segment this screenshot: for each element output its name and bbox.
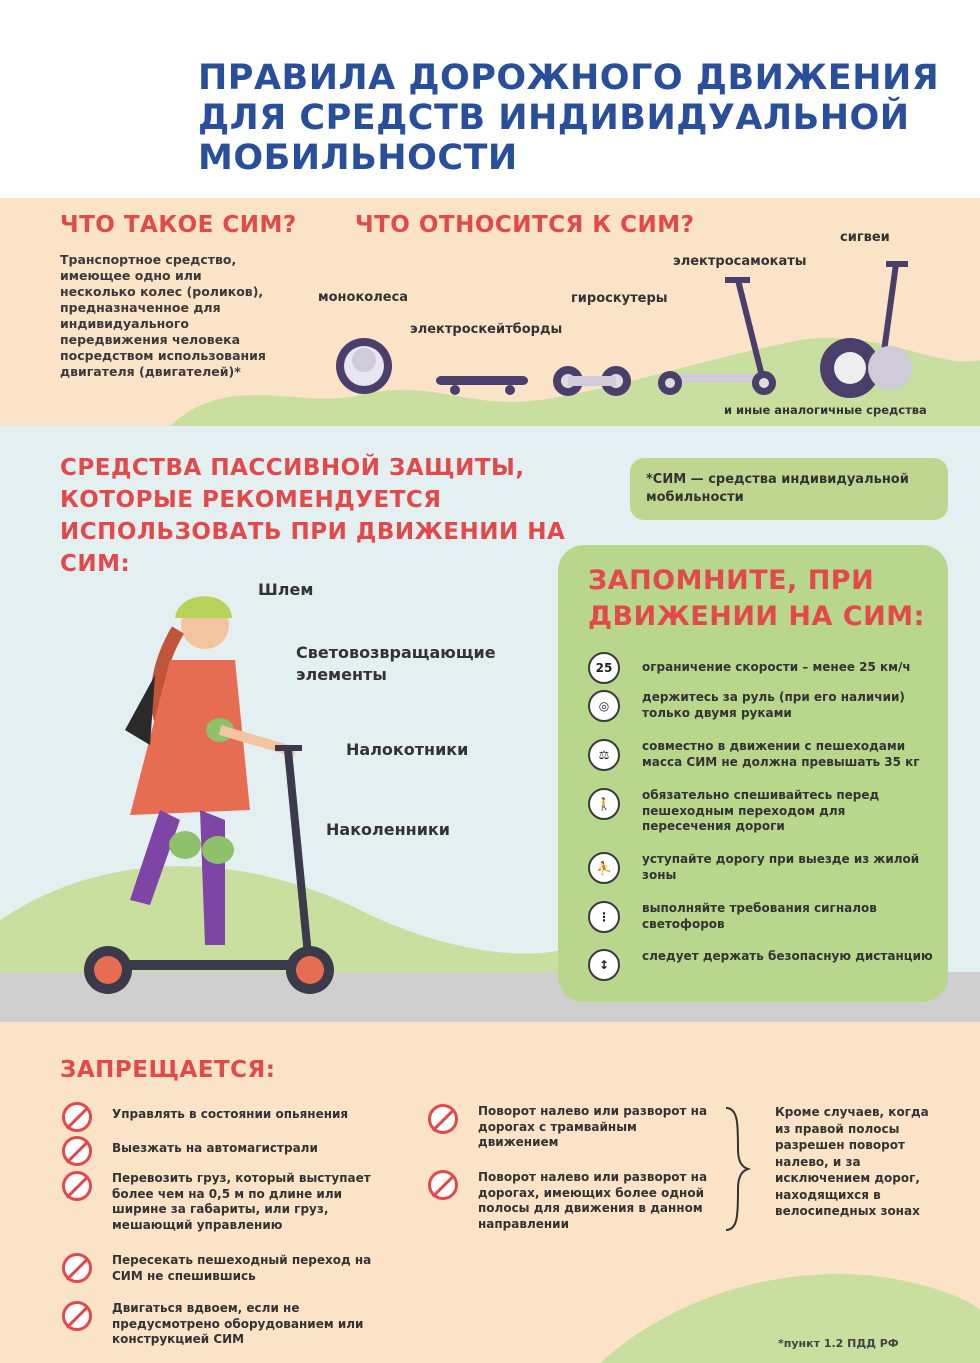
speed-limit-icon: 25 [588, 652, 620, 684]
knee-pads-label: Наколенники [326, 820, 450, 839]
escooter-label: электросамокаты [673, 254, 807, 269]
elbow-pads-label: Налокотники [346, 740, 469, 759]
residential-zone-icon: ⛹ [588, 852, 620, 884]
remember-rule: 25 ограничение скорости – менее 25 км/ч [588, 652, 933, 684]
remember-heading: ЗАПОМНИТЕ, ПРИ ДВИЖЕНИИ НА СИМ: [588, 565, 925, 632]
monowheel-label: моноколеса [318, 290, 409, 305]
segway-label: сигвеи [840, 230, 890, 245]
reference-text: *пункт 1.2 ПДД РФ [778, 1337, 899, 1350]
sim-footnote-text: *СИМ — средства индивидуальной мобильности [646, 472, 909, 505]
hoverboard-icon [553, 366, 631, 396]
no-cargo-icon [62, 1171, 92, 1201]
other-devices-label: и иные аналогичные средства [724, 403, 927, 417]
scooter-rider-illustration [70, 580, 350, 1000]
traffic-light-icon: ⋮ [588, 901, 620, 933]
eskateboard-icon [436, 376, 528, 395]
no-left-turn-tram-icon [428, 1104, 458, 1134]
remember-rule: ⚖ совместно в движении с пешеходами масса СИМ не должна превышать 35 кг [588, 739, 933, 771]
no-double-riding-icon [62, 1301, 92, 1331]
remember-rule: ◎ держитесь за руль (при его наличии) только двумя руками [588, 690, 933, 722]
prohibited-item: Пересекать пешеходный переход на СИМ не спешившись [62, 1253, 392, 1284]
helmet-label: Шлем [258, 580, 314, 599]
sim-devices-illustration [330, 228, 950, 403]
sim-footnote-box [630, 458, 948, 520]
remember-rule: ⋮ выполняйте требования сигналов светофоров [588, 901, 933, 933]
page-title: ПРАВИЛА ДОРОЖНОГО ДВИЖЕНИЯ ДЛЯ СРЕДСТВ ИНДИВИДУАЛЬНОЙ МОБИЛЬНОСТИ [198, 58, 940, 178]
hoverboard-label: гироскутеры [571, 291, 668, 306]
remember-rule: ↕ следует держать безопасную дистанцию [588, 949, 933, 981]
prohibited-item: Поворот налево или разворот на дорогах с трамвайным движением [428, 1104, 718, 1151]
segway-icon [820, 264, 912, 398]
brace-icon [722, 1104, 752, 1234]
exception-text: Кроме случаев, когда из правой полосы разрешен поворот налево, и за исключением дорог, находящихся в велосипедных зонах [775, 1105, 929, 1218]
protection-heading: СРЕДСТВА ПАССИВНОЙ ЗАЩИТЫ, КОТОРЫЕ РЕКОМЕНДУЕТСЯ ИСПОЛЬЗОВАТЬ ПРИ ДВИЖЕНИИ НА СИМ: [60, 455, 566, 577]
no-riding-crossing-icon [62, 1253, 92, 1283]
what-belongs-heading: ЧТО ОТНОСИТСЯ К СИМ? [355, 212, 695, 238]
what-is-sim-heading: ЧТО ТАКОЕ СИМ? [60, 212, 297, 238]
remember-rule: ⛹ уступайте дорогу при выезде из жилой зоны [588, 852, 933, 884]
no-left-turn-multilane-icon [428, 1170, 458, 1200]
monowheel-icon [336, 338, 392, 394]
pedestrian-crossing-icon: 🚶 [588, 788, 620, 820]
steering-wheel-icon: ◎ [588, 690, 620, 722]
prohibited-item: Управлять в состоянии опьянения [62, 1102, 392, 1132]
prohibited-item: Поворот налево или разворот на дорогах, имеющих более одной полосы для движения в данном направлении [428, 1170, 718, 1232]
prohibited-item: Двигаться вдвоем, если не предусмотрено оборудованием или конструкцией СИМ [62, 1301, 392, 1348]
prohibited-item: Перевозить груз, который выступает более чем на 0,5 м по длине или ширине за габариты, или груз, мешающий управлению [62, 1171, 392, 1233]
no-highway-icon [62, 1136, 92, 1166]
remember-rule: 🚶 обязательно спешивайтесь перед пешеходным переходом для пересечения дороги [588, 788, 933, 835]
prohibited-heading: ЗАПРЕЩАЕТСЯ: [60, 1057, 276, 1083]
no-drinking-icon [62, 1102, 92, 1132]
eskateboard-label: электроскейтборды [410, 322, 563, 337]
sim-definition-text: Транспортное средство, имеющее одно или несколько колес (роликов), предназначенное для индивидуального передвижения человека посредством использования двигателя (двигателей)* [60, 252, 266, 379]
prohibited-item: Выезжать на автомагистрали [62, 1136, 392, 1166]
escooter-icon [658, 280, 776, 395]
distance-icon: ↕ [588, 949, 620, 981]
reflectors-label: Световозвращающие элементы [296, 643, 496, 684]
weight-icon: ⚖ [588, 739, 620, 771]
